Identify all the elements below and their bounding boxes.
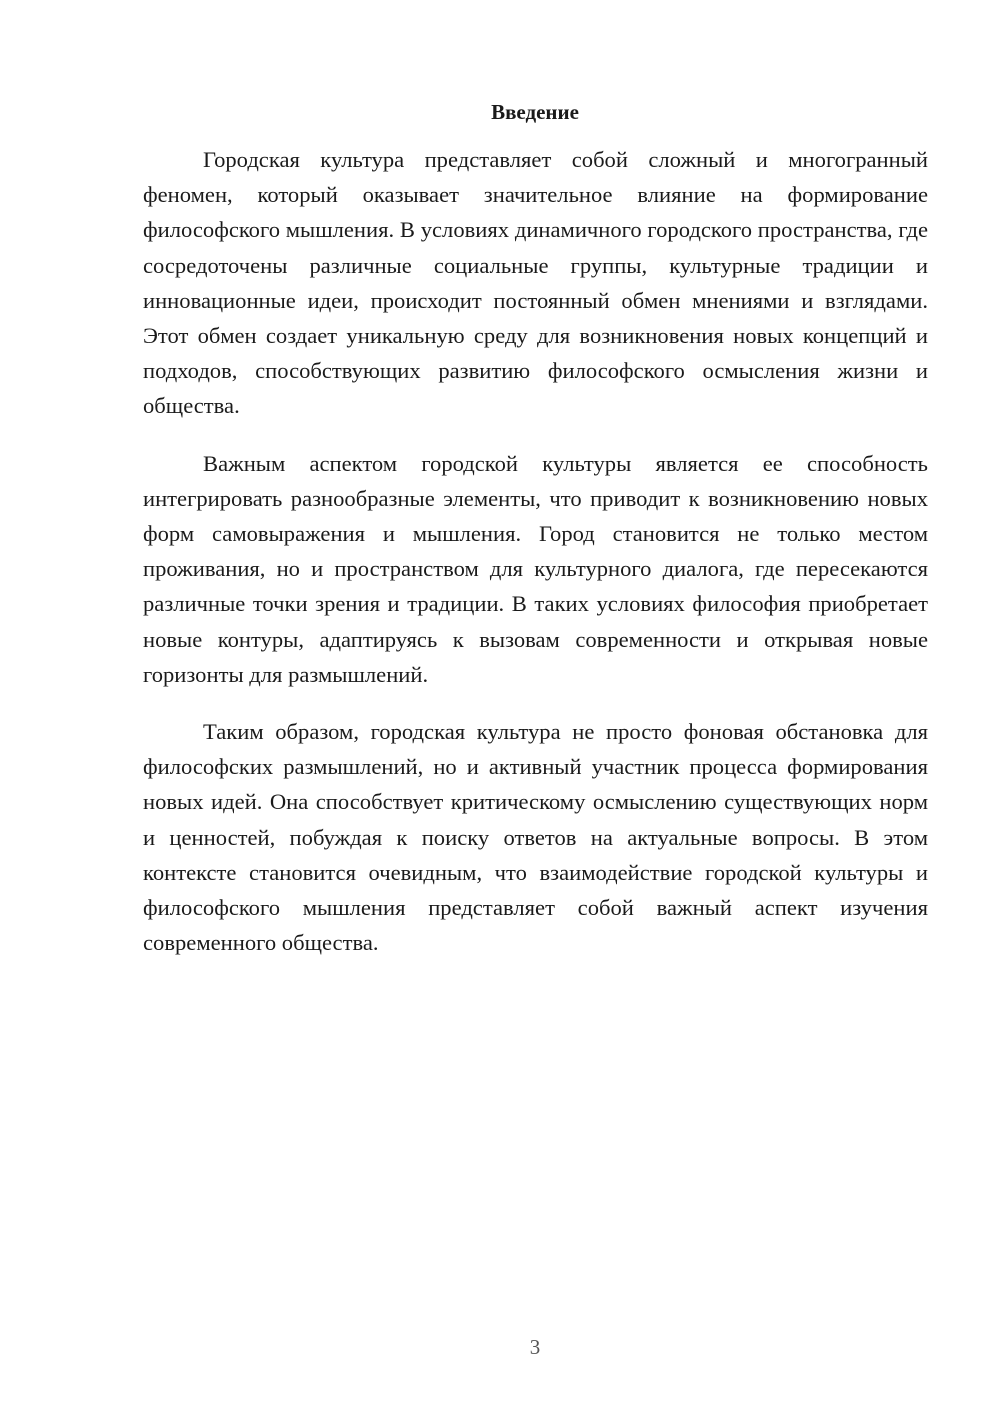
paragraph-3: Таким образом, городская культура не просто фоновая обстановка для философских размышлений, но и активный участник процесса формирования новых идей. Она способствует критическому осмыслению существующих норм и ценностей, побуждая к поиску ответов на актуальные вопросы. В этом контексте становится очевидным, что взаимодействие городской культуры и философского мышления представляет собой важный аспект изучения современного общества. bbox=[143, 719, 928, 956]
page-title: Введение bbox=[491, 100, 579, 124]
page-number: 3 bbox=[529, 1335, 541, 1359]
paragraph-1: Городская культура представляет собой сложный и многогранный феномен, который оказывает значительное влияние на формирование философского мышления. В условиях динамичного городского пространства, где сосредоточены различные социальные группы, культурные традиции и инновационные идеи, происходит постоянный обмен мнениями и взглядами. Этот обмен создает уникальную среду для возникновения новых концепций и подходов, способствующих развитию философского осмысления жизни и общества. bbox=[143, 147, 928, 419]
paragraph-2: Важным аспектом городской культуры является ее способность интегрировать разнообразные элементы, что приводит к возникновению новых форм самовыражения и мышления. Город становится не только местом проживания, но и пространством для культурного диалога, где пересекаются различные точки зрения и традиции. В таких условиях философия приобретает новые контуры, адаптируясь к вызовам современности и открывая новые горизонты для размышлений. bbox=[143, 450, 928, 687]
body-text bbox=[143, 142, 928, 982]
